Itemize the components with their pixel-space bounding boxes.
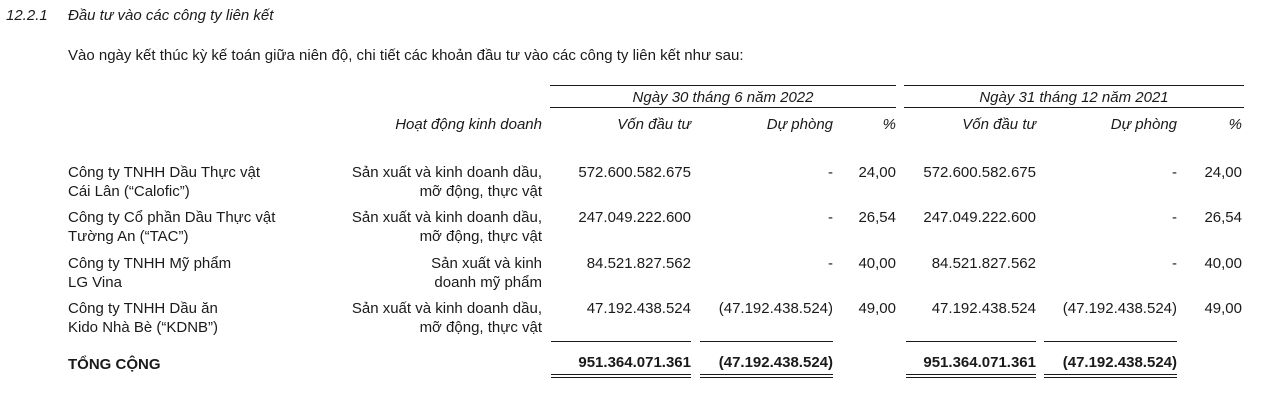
row-2-p1-investment: 247.049.222.600 (578, 209, 691, 226)
p1-provision-subtotal-rule (700, 341, 833, 342)
row-3-activity-line1: Sản xuất và kinh (431, 255, 542, 272)
p2-investment-total-rule-1 (906, 374, 1036, 375)
section-number: 12.2.1 (6, 7, 48, 24)
row-4-p1-investment: 47.192.438.524 (586, 300, 691, 317)
period-2-top-rule (904, 85, 1244, 86)
total-p2-provision: (47.192.438.524) (1062, 354, 1177, 371)
row-2-activity-line1: Sản xuất và kinh doanh dầu, (351, 209, 542, 226)
row-4-p1-percent: 49,00 (858, 300, 896, 317)
p2-provision-total-rule-1 (1044, 374, 1177, 375)
row-2-name-line2: Tường An (“TAC”) (68, 228, 189, 245)
row-2-p2-investment: 247.049.222.600 (923, 209, 1036, 226)
period-2-bottom-rule (904, 107, 1244, 108)
p2-investment-total-rule-2 (906, 377, 1036, 378)
row-2-activity-line2: mỡ động, thực vật (419, 228, 542, 245)
row-3-p2-investment: 84.521.827.562 (931, 255, 1036, 272)
total-p1-investment: 951.364.071.361 (578, 354, 691, 371)
row-4-name-line2: Kido Nhà Bè (“KDNB”) (68, 319, 219, 336)
row-3-p2-provision: - (1172, 255, 1177, 272)
period-1-top-rule (550, 85, 896, 86)
row-3-p1-investment: 84.521.827.562 (586, 255, 691, 272)
row-3-name-line2: LG Vina (68, 274, 122, 291)
row-2-p1-percent: 26,54 (858, 209, 896, 226)
header-activity: Hoạt động kinh doanh (395, 116, 542, 133)
p1-investment-total-rule-2 (551, 377, 691, 378)
row-4-p2-provision: (47.192.438.524) (1062, 300, 1177, 317)
row-2-p1-provision: - (828, 209, 833, 226)
row-4-p2-investment: 47.192.438.524 (931, 300, 1036, 317)
section-title: Đầu tư vào các công ty liên kết (68, 7, 274, 24)
header-p2-provision: Dự phòng (1110, 116, 1177, 133)
total-p1-provision: (47.192.438.524) (718, 354, 833, 371)
period-2-header: Ngày 31 tháng 12 năm 2021 (979, 89, 1169, 106)
row-3-name-line1: Công ty TNHH Mỹ phẩm (68, 255, 232, 272)
p2-provision-total-rule-2 (1044, 377, 1177, 378)
row-1-p2-percent: 24,00 (1204, 164, 1242, 181)
row-4-name-line1: Công ty TNHH Dầu ăn (68, 300, 218, 317)
row-1-p2-investment: 572.600.582.675 (923, 164, 1036, 181)
total-p2-investment: 951.364.071.361 (923, 354, 1036, 371)
period-1-header: Ngày 30 tháng 6 năm 2022 (632, 89, 814, 106)
p2-provision-subtotal-rule (1044, 341, 1177, 342)
p1-investment-total-rule-1 (551, 374, 691, 375)
row-1-p1-investment: 572.600.582.675 (578, 164, 691, 181)
row-3-p1-provision: - (828, 255, 833, 272)
row-4-activity-line2: mỡ động, thực vật (419, 319, 542, 336)
p1-provision-total-rule-1 (700, 374, 833, 375)
row-2-p2-provision: - (1172, 209, 1177, 226)
row-4-p2-percent: 49,00 (1204, 300, 1242, 317)
p1-provision-total-rule-2 (700, 377, 833, 378)
row-3-activity-line2: doanh mỹ phẩm (434, 274, 542, 291)
intro-text: Vào ngày kết thúc kỳ kế toán giữa niên độ, chi tiết các khoản đầu tư vào các công ty liên kết như sau: (68, 47, 744, 64)
header-p1-percent: % (882, 116, 896, 133)
row-4-activity-line1: Sản xuất và kinh doanh dầu, (351, 300, 542, 317)
row-1-activity-line1: Sản xuất và kinh doanh dầu, (351, 164, 542, 181)
period-1-bottom-rule (550, 107, 896, 108)
p2-investment-subtotal-rule (906, 341, 1036, 342)
row-1-p2-provision: - (1172, 164, 1177, 181)
row-4-p1-provision: (47.192.438.524) (718, 300, 833, 317)
row-1-p1-provision: - (828, 164, 833, 181)
row-1-p1-percent: 24,00 (858, 164, 896, 181)
header-p2-investment: Vốn đầu tư (962, 116, 1036, 133)
row-2-p2-percent: 26,54 (1204, 209, 1242, 226)
total-label: TỔNG CỘNG (68, 356, 161, 373)
row-1-name-line1: Công ty TNHH Dầu Thực vật (68, 164, 261, 181)
row-3-p2-percent: 40,00 (1204, 255, 1242, 272)
header-p1-provision: Dự phòng (766, 116, 833, 133)
row-2-name-line1: Công ty Cổ phần Dầu Thực vật (68, 209, 276, 226)
header-p1-investment: Vốn đầu tư (617, 116, 691, 133)
p1-investment-subtotal-rule (551, 341, 691, 342)
row-1-name-line2: Cái Lân (“Calofic”) (68, 183, 190, 200)
header-p2-percent: % (1228, 116, 1242, 133)
row-1-activity-line2: mỡ động, thực vật (419, 183, 542, 200)
row-3-p1-percent: 40,00 (858, 255, 896, 272)
